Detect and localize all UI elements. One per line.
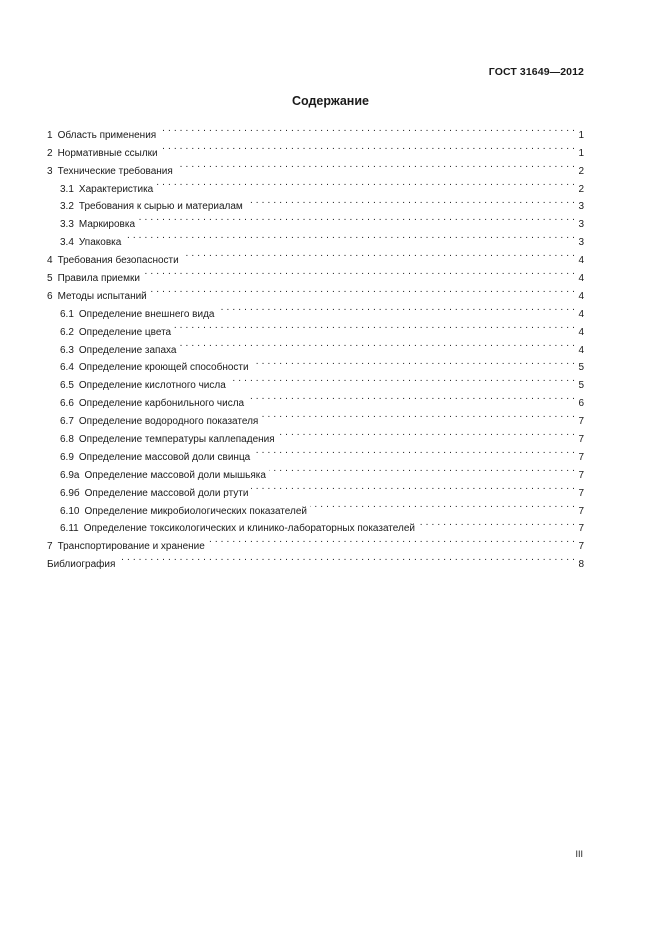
toc-entry-number: 6.5 bbox=[60, 380, 74, 392]
toc-entry[interactable] bbox=[47, 120, 584, 141]
dot-leader bbox=[229, 370, 575, 388]
toc-entry-label: Требования безопасности bbox=[57, 255, 179, 267]
toc-entry-page: 5 bbox=[578, 380, 584, 392]
toc-entry-text bbox=[47, 270, 140, 288]
toc-entry-number: 6.3 bbox=[60, 344, 74, 356]
toc-entry-page: 3 bbox=[578, 201, 584, 213]
toc-entry[interactable] bbox=[47, 245, 584, 267]
toc-entry-label: Определение микробиологических показателей bbox=[84, 505, 307, 517]
dot-leader bbox=[176, 156, 575, 174]
toc-entry-page: 3 bbox=[578, 219, 584, 231]
toc-entry-label: Характеристика bbox=[78, 183, 154, 195]
toc-entry-page: 7 bbox=[578, 523, 584, 535]
toc-entry-number: 2 bbox=[47, 147, 53, 159]
dot-leader bbox=[269, 460, 575, 478]
toc-entry-text bbox=[47, 234, 121, 252]
dot-leader bbox=[253, 442, 575, 460]
toc-entry-number: 7 bbox=[47, 541, 53, 553]
toc-entry-label: Правила приемки bbox=[57, 273, 140, 285]
dot-leader bbox=[179, 335, 575, 353]
toc-entry-number: 6.9а bbox=[60, 469, 80, 481]
toc-entry-text bbox=[47, 181, 153, 199]
toc-title: Содержание bbox=[291, 94, 369, 108]
toc-entry-label: Область применения bbox=[57, 129, 157, 141]
dot-leader bbox=[251, 478, 575, 496]
toc-entry-label: Определение внешнего вида bbox=[78, 308, 215, 320]
toc-entry-page: 7 bbox=[578, 487, 584, 499]
table-of-contents bbox=[47, 120, 584, 571]
dot-leader bbox=[310, 496, 575, 514]
toc-entry-page: 6 bbox=[578, 398, 584, 410]
toc-entry-label: Определение массовой доли мышьяка bbox=[84, 469, 266, 481]
dot-leader bbox=[161, 138, 575, 156]
toc-entry-number: 4 bbox=[47, 255, 53, 267]
toc-entry-page: 4 bbox=[578, 326, 584, 338]
toc-entry[interactable] bbox=[47, 549, 584, 571]
toc-entry-label: Определение карбонильного числа bbox=[78, 398, 245, 410]
toc-entry-page: 7 bbox=[578, 469, 584, 481]
toc-entry-label: Определение температуры каплепадения bbox=[78, 434, 275, 446]
toc-entry-number: 6.7 bbox=[60, 416, 74, 428]
toc-entry-text bbox=[47, 324, 171, 342]
toc-entry-label: Определение запаха bbox=[78, 344, 177, 356]
toc-entry-label: Нормативные ссылки bbox=[57, 147, 158, 159]
toc-entry-number: 3.4 bbox=[60, 237, 74, 249]
toc-entry-page: 4 bbox=[578, 273, 584, 285]
toc-entry-number: 6 bbox=[47, 290, 53, 302]
toc-entry-text bbox=[47, 449, 250, 467]
toc-entry-page: 2 bbox=[578, 165, 584, 177]
dot-leader bbox=[143, 263, 575, 281]
toc-entry-text bbox=[47, 413, 258, 431]
toc-entry-number: 6.10 bbox=[60, 505, 80, 517]
toc-entry-page: 4 bbox=[578, 308, 584, 320]
dot-leader bbox=[156, 174, 575, 192]
dot-leader bbox=[217, 299, 575, 317]
toc-entry[interactable] bbox=[47, 227, 584, 249]
toc-entry-label: Библиография bbox=[47, 559, 116, 571]
dot-leader bbox=[182, 245, 575, 263]
dot-leader bbox=[208, 531, 575, 549]
toc-entry-number: 3.1 bbox=[60, 183, 74, 195]
toc-entry-text bbox=[47, 395, 244, 413]
toc-entry-text bbox=[47, 288, 147, 306]
toc-entry-text bbox=[47, 145, 158, 163]
toc-entry-label: Транспортирование и хранение bbox=[57, 541, 205, 553]
toc-entry-label: Упаковка bbox=[78, 237, 122, 249]
toc-entry-text bbox=[47, 485, 248, 503]
toc-entry-text bbox=[47, 359, 249, 377]
toc-entry-number: 5 bbox=[47, 273, 53, 285]
toc-entry-number: 3.2 bbox=[60, 201, 74, 213]
toc-entry-number: 6.2 bbox=[60, 326, 74, 338]
toc-entry-number: 3 bbox=[47, 165, 53, 177]
toc-entry-number: 3.3 bbox=[60, 219, 74, 231]
toc-entry-label: Маркировка bbox=[78, 219, 136, 231]
dot-leader bbox=[278, 424, 575, 442]
toc-entry-page: 7 bbox=[578, 434, 584, 446]
toc-entry-number: 6.9 bbox=[60, 451, 74, 463]
toc-entry-number: 6.4 bbox=[60, 362, 74, 374]
toc-entry-label: Методы испытаний bbox=[57, 290, 147, 302]
toc-entry-label: Требования к сырью и материалам bbox=[78, 201, 243, 213]
toc-entry-page: 4 bbox=[578, 255, 584, 267]
toc-entry-label: Определение токсикологических и клинико-лабораторных показателей bbox=[83, 523, 415, 535]
toc-entry-page: 1 bbox=[578, 129, 584, 141]
toc-entry-text bbox=[47, 163, 173, 181]
toc-entry-label: Определение цвета bbox=[78, 326, 172, 338]
toc-entry-page: 4 bbox=[578, 344, 584, 356]
dot-leader bbox=[418, 514, 575, 532]
toc-entry-page: 7 bbox=[578, 505, 584, 517]
toc-entry-label: Определение кислотного числа bbox=[78, 380, 226, 392]
dot-leader bbox=[118, 549, 575, 567]
toc-entry-number: 6.8 bbox=[60, 434, 74, 446]
toc-entry-page: 4 bbox=[578, 290, 584, 302]
toc-entry-page: 7 bbox=[578, 451, 584, 463]
toc-entry-number: 6.9б bbox=[60, 487, 80, 499]
dot-leader bbox=[138, 209, 575, 227]
toc-entry-number: 6.11 bbox=[60, 523, 79, 535]
dot-leader bbox=[246, 192, 575, 210]
toc-entry-text bbox=[47, 127, 156, 145]
toc-entry-text bbox=[47, 342, 176, 360]
toc-entry-page: 8 bbox=[578, 559, 584, 571]
toc-entry-text bbox=[47, 216, 135, 234]
toc-entry-page: 5 bbox=[578, 362, 584, 374]
toc-entry-text bbox=[47, 556, 115, 574]
toc-entry-page: 7 bbox=[578, 541, 584, 553]
dot-leader bbox=[124, 227, 575, 245]
toc-entry-label: Определение водородного показателя bbox=[78, 416, 259, 428]
toc-entry-number: 1 bbox=[47, 129, 53, 141]
toc-entry-text bbox=[47, 377, 226, 395]
toc-entry-label: Определение кроющей способности bbox=[78, 362, 249, 374]
dot-leader bbox=[261, 406, 575, 424]
toc-entry-number: 6.6 bbox=[60, 398, 74, 410]
toc-entry-page: 7 bbox=[578, 416, 584, 428]
toc-entry-label: Определение массовой доли свинца bbox=[78, 451, 251, 463]
dot-leader bbox=[247, 388, 575, 406]
toc-entry-page: 3 bbox=[578, 237, 584, 249]
toc-entry-text bbox=[47, 503, 307, 521]
toc-entry-page: 2 bbox=[578, 183, 584, 195]
dot-leader bbox=[174, 317, 575, 335]
document-code: ГОСТ 31649—2012 bbox=[488, 66, 584, 78]
toc-entry-text bbox=[47, 467, 266, 485]
dot-leader bbox=[159, 120, 575, 138]
toc-entry-number: 6.1 bbox=[60, 308, 74, 320]
toc-entry-label: Определение массовой доли ртути bbox=[84, 487, 249, 499]
toc-entry-label: Технические требования bbox=[57, 165, 173, 177]
page-number: III bbox=[575, 849, 583, 859]
toc-entry-text bbox=[47, 431, 275, 449]
dot-leader bbox=[252, 353, 575, 371]
toc-entry-page: 1 bbox=[578, 147, 584, 159]
dot-leader bbox=[150, 281, 575, 299]
